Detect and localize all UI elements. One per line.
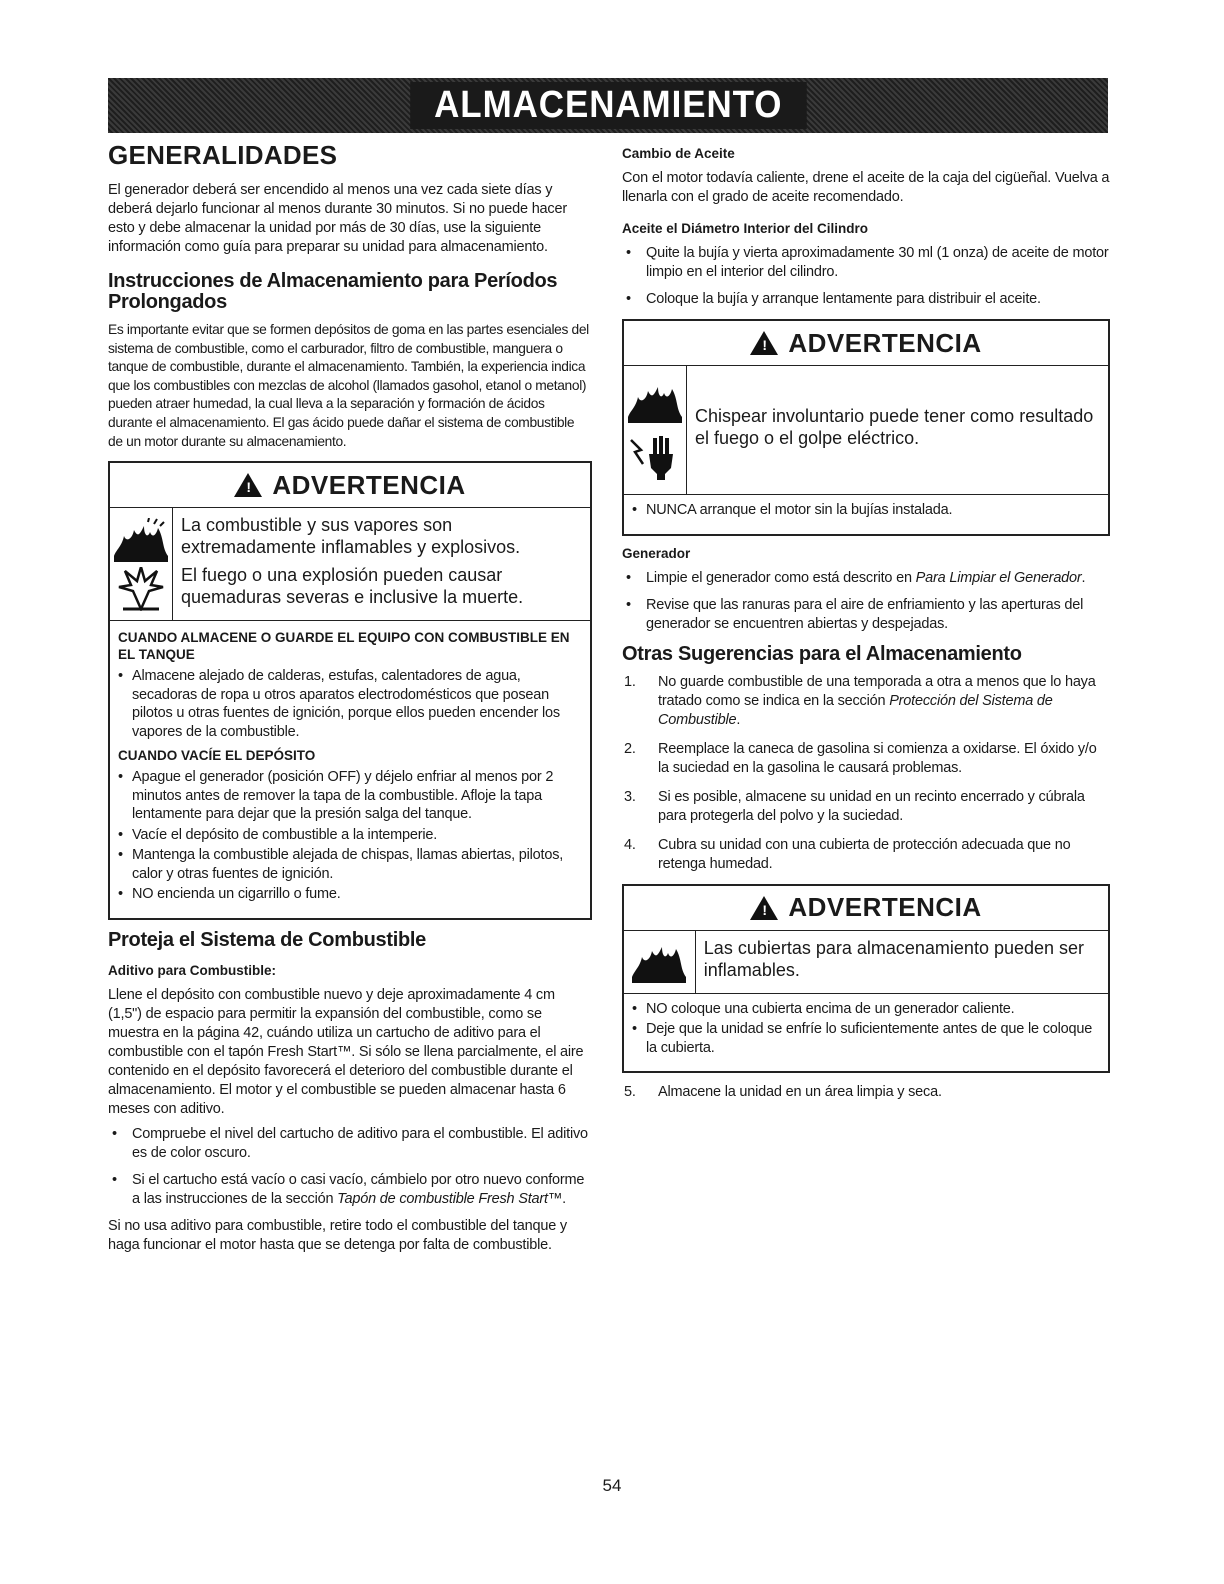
right-column	[622, 140, 1110, 1112]
warning-line-1: Chispear involuntario puede tener como resultado el fuego o el golpe eléctrico.	[695, 406, 1094, 448]
warning-item: • Apague el generador (posición OFF) y déjelo enfriar al menos por 2 minutos antes de remover la tapa de la combustible. Afloje la tapa lentamente para dejar que la presión salga del tanque.	[118, 768, 582, 824]
generalidades-heading: GENERALIDADES	[108, 140, 338, 170]
fire-icon	[624, 379, 686, 425]
warning-text	[173, 508, 590, 620]
generador-item-1: • Limpie el generador como está descrito en Para Limpiar el Generador.	[622, 569, 1110, 588]
fire-icon	[110, 518, 172, 564]
page-number: 54	[602, 1476, 622, 1495]
warning-title: ADVERTENCIA	[272, 469, 466, 500]
warning-item: • Mantenga la combustible alejada de chispas, llamas abiertas, pilotos, calor y otras fuentes de ignición.	[118, 846, 582, 883]
warning-title: ADVERTENCIA	[788, 327, 982, 358]
warning-subheading-1: CUANDO ALMACENE O GUARDE EL EQUIPO CON COMBUSTIBLE EN EL TANQUE	[118, 630, 570, 663]
generador-item-2: • Revise que las ranuras para el aire de enfriamiento y las aperturas del generador se encuentren abiertas y despejadas.	[622, 596, 1110, 634]
section-banner	[108, 78, 1108, 133]
generalidades-text: El generador deberá ser encendido al menos una vez cada siete días y deberá dejarlo funcionar al menos durante 30 minutos. Si no puede hacer esto y debe almacenar la unidad por más de 30 días, use la siguiente información como guía para preparar su unidad para almacenamiento.	[108, 182, 567, 255]
warning-body	[110, 508, 590, 621]
aceite-subheading: Aceite el Diámetro Interior del Cilindro	[622, 221, 869, 236]
warning-title: ADVERTENCIA	[788, 892, 982, 922]
aceite-item: • Coloque la bujía y arranque lentamente para distribuir el aceite.	[622, 290, 1110, 309]
cover-warning-box	[622, 884, 1110, 1074]
explosion-icon	[113, 567, 169, 611]
warning-list	[624, 495, 1108, 534]
otras-item-2: 2. Reemplace la caneca de gasolina si comienza a oxidarse. El óxido y/o la suciedad en la gasolina le causará problemas.	[624, 740, 1097, 776]
instrucciones-text: Es importante evitar que se formen depósitos de goma en las partes esenciales del sistema de combustible, como el carburador, filtro de combustible, manguera o tanque de combustible, durante el almacenamiento. También, la experiencia indica que los combustibles con mezclas de alcohol (llamados gasohol, etanol o metanol) pueden atraer humedad, la cual lleva a la separación y formación de ácidos durante el almacenamiento. El gas ácido puede dañar el sistema de combustible de un motor durante su almacenamiento.	[108, 322, 589, 449]
warning-subheading-2: CUANDO VACÍE EL DEPÓSITO	[118, 748, 316, 764]
aceite-item: • Quite la bujía y vierta aproximadamente 30 ml (1 onza) de aceite de motor limpio en el interior del cilindro.	[622, 244, 1110, 282]
warning-list	[624, 994, 1108, 1072]
aditivo-bullet-1: • Compruebe el nivel del cartucho de aditivo para el combustible. El aditivo es de color oscuro.	[108, 1125, 592, 1163]
warning-item: • Almacene alejado de calderas, estufas, calentadores de agua, secadoras de ropa u otros aparatos electrodomésticos que posean pilotos u otras fuentes de ignición, porque ellos pueden encender los vapores de la combustible.	[118, 667, 582, 741]
warning-item: • Deje que la unidad se enfríe lo suficientemente antes de que le coloque la cubierta.	[632, 1020, 1100, 1057]
fire-icon	[628, 939, 690, 985]
banner-title: ALMACENAMIENTO	[410, 82, 806, 129]
aditivo-bullet-2: • Si el cartucho está vacío o casi vacío, cámbielo por otro nuevo conforme a las instrucciones de la sección Tapón de combustible Fresh Start™.	[108, 1171, 592, 1209]
warning-icons	[624, 366, 687, 494]
otras-heading: Otras Sugerencias para el Almacenamiento	[622, 642, 1022, 665]
otras-item-3: 3. Si es posible, almacene su unidad en un recinto encerrado y cúbrala para protegerla del polvo y la suciedad.	[624, 788, 1085, 824]
warning-item: • NUNCA arranque el motor sin la bujías instalada.	[632, 501, 1100, 520]
warning-triangle-icon: !	[750, 896, 778, 920]
instrucciones-heading: Instrucciones de Almacenamiento para Períodos Prolongados	[108, 270, 558, 313]
warning-text	[696, 931, 1108, 993]
warning-line-2: El fuego o una explosión pueden causar quemaduras severas e inclusive la muerte.	[181, 565, 524, 608]
warning-icons	[110, 508, 173, 620]
warning-item: • NO encienda un cigarrillo o fume.	[118, 885, 582, 904]
warning-line-1: La combustible y sus vapores son extremadamente inflamables y explosivos.	[181, 515, 521, 558]
warning-line-1: Las cubiertas para almacenamiento pueden ser inflamables.	[703, 937, 1085, 980]
cambio-text: Con el motor todavía caliente, drene el aceite de la caja del cigüeñal. Vuelva a llenarla con el grado de aceite recomendado.	[622, 170, 1110, 205]
electric-shock-icon	[627, 434, 683, 482]
generador-subheading: Generador	[622, 545, 691, 561]
left-column	[108, 140, 592, 1255]
aditivo-closing: Si no usa aditivo para combustible, retire todo el combustible del tanque y haga funcionar el motor hasta que se detenga por falta de combustible.	[108, 1217, 567, 1253]
otras-item-5: 5. Almacene la unidad en un área limpia y seca.	[624, 1084, 942, 1100]
warning-header	[624, 886, 1108, 931]
warning-header	[110, 463, 590, 508]
warning-body	[624, 931, 1108, 994]
otras-item-1: 1. No guarde combustible de una temporada a otra a menos que lo haya tratado como se indica en la sección Protección del Sistema de Combustible.	[624, 673, 1096, 728]
warning-header	[624, 321, 1108, 366]
warning-body	[624, 366, 1108, 495]
warning-triangle-icon: !	[750, 331, 778, 355]
warning-item: • Vacíe el depósito de combustible a la intemperie.	[118, 826, 582, 845]
aditivo-text: Llene el depósito con combustible nuevo y deje aproximadamente 4 cm (1,5") de espacio para permitir la expansión del combustible, como se muestra en la página 42, cuándo utiliza un cartucho de aditivo para el combustible con el tapón Fresh Start™. Si sólo se llena parcialmente, el aire contenido en el depósito favorecerá el deterioro del combustible durante el almacenamiento. El motor y el combustible se pueden almacenar hasta 6 meses con aditivo.	[108, 986, 584, 1117]
warning-text	[687, 366, 1108, 494]
fuel-warning-box	[108, 461, 592, 920]
warning-item: • NO coloque una cubierta encima de un generador caliente.	[632, 1000, 1100, 1019]
warning-icons	[624, 931, 696, 993]
proteja-heading: Proteja el Sistema de Combustible	[108, 928, 426, 951]
otras-item-4: 4. Cubra su unidad con una cubierta de protección adecuada que no retenga humedad.	[624, 836, 1071, 872]
warning-triangle-icon: !	[234, 473, 262, 497]
warning-list	[110, 621, 590, 918]
spark-warning-box	[622, 319, 1110, 536]
aditivo-subheading: Aditivo para Combustible:	[108, 962, 277, 978]
cambio-subheading: Cambio de Aceite	[622, 146, 735, 161]
